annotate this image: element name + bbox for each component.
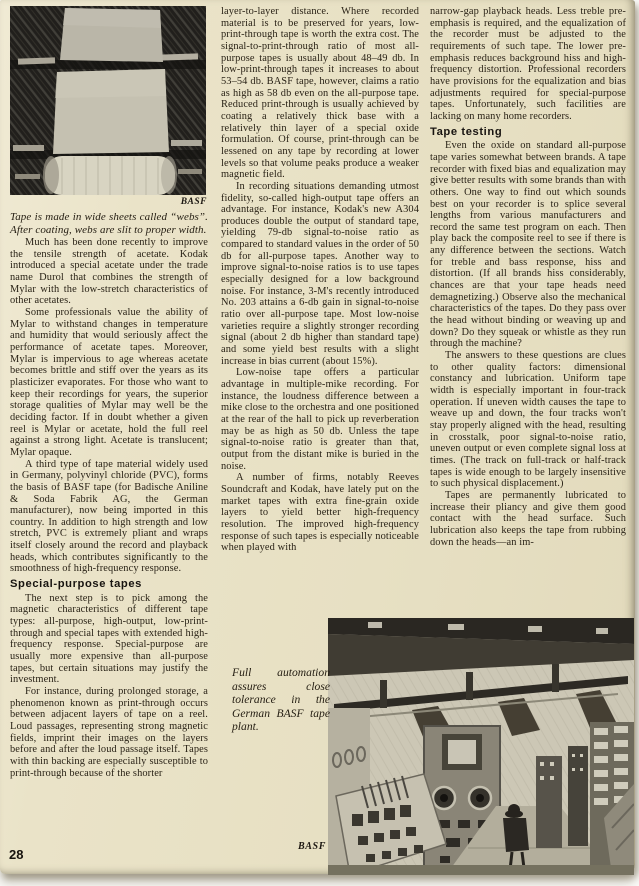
photo-credit: BASF xyxy=(180,197,207,207)
paragraph: The answers to these questions are clues to other quality factors: dimensional constancy and lubrication. Uniform tape width is especially important in four-track operation. If uneven width causes the tape to weave up and down, the four tracks won't stay properly aligned with the head, resulting in crosstalk, poor signal-to-noise ratio, uneven output or even complete signal loss at times. (The track on full-track or half-track tapes is wide enough to be largely insensitive to such physical displacement.) xyxy=(430,350,626,490)
column-right xyxy=(430,6,626,548)
page-number: 28 xyxy=(9,847,24,862)
paragraph: Low-noise tape offers a particular advantage in multiple-mike recording. For instance, the loudness difference between a mike close to the orchestra and one positioned at the rear of the hall to pick up reverberation may be as high as 50 db. Unless the tape signal-to-noise ratio is greater than that, output from the distant mike is buried in the noise. xyxy=(221,367,419,472)
basf-plant-photo xyxy=(328,618,634,875)
photo-credit: BASF xyxy=(298,841,326,852)
paragraph: The next step is to pick among the magnetic characteristics of different tape types: all-purpose, high-output, low-print-through and special tapes with extended high-frequency response. Special-purpose are usually more expensive than all-purpose tapes, but certain situations may justify the investment. xyxy=(10,592,208,686)
photo-caption: Tape is made in wide sheets called “webs”. After coating, webs are slit to proper width. xyxy=(10,210,208,236)
section-heading-tape-testing: Tape testing xyxy=(430,125,503,138)
column-middle xyxy=(221,6,419,554)
paragraph: Much has been done recently to improve the tensile strength of acetate. Kodak introduced a special acetate under the trade name Durol that combines the strength of Mylar with the low-stretch characteristics of other acetates. xyxy=(10,237,208,307)
tape-webs-photo xyxy=(10,6,208,195)
paragraph: A third type of tape material widely used in Germany, polyvinyl chloride (PVC), forms the basis of BASF tape (for Badische Aniline & Soda Fabrik AG, the German manufacturer), now being imported in this country. In addition to high strength and low stretch, PVC is extremely pliant and wraps itself closely around the record and playback heads, which contributes significantly to the smoothness of high-frequency response. xyxy=(10,458,208,575)
photo-caption: Full automation assures close tolerance in the German BASF tape plant. xyxy=(232,666,330,734)
section-heading-special-purpose-tapes: Special-purpose tapes xyxy=(10,578,142,591)
paragraph: layer-to-layer distance. Where recorded material is to be preserved for years, low-print-through tape is worth the extra cost. The signal-to-print-through ratio of most all-purpose tapes is usually about 48–49 db. In low-print-through tapes it increases to about 53–54 db. BASF tape, however, claims a ratio as high as 58 db even on the all-purpose tape. Reduced print-through is usually achieved by coating a relatively thick base with a relatively thin layer of a special oxide formulation. Of course, print-through can be lessened on any tape by recording at lower levels so that volume peaks produce a weaker magnetic field. xyxy=(221,6,419,181)
paragraph: In recording situations demanding utmost fidelity, so-called high-output tape offers an advantage. For instance, Kodak's new A304 produces double the output of standard tape, yielding 79-db signal-to-noise ratio as compared to standard values in the order of 50 db for all-purpose tapes. Another way to improve signal-to-noise ratios is to use tapes especially designed for a low background noise. For instance, 3-M's recently introduced No. 203 attains a 6-db gain in signal-to-noise ratio over all-purpose tape. Most low-noise varieties require a slightly stronger recording signal (about 2 db higher than standard tape) and some yield best results with a slight increase in bias current (about 15%). xyxy=(221,180,419,367)
paragraph: Some professionals value the ability of Mylar to withstand changes in temperature and humidity that would seriously affect the performance of acetate tapes. Moreover, Mylar is impervious to age whereas acetate becomes brittle and stiff over the years as its plasticizer evaporates. For those who want to keep their recordings for years, the superior storage qualities of Mylar may well be the deciding factor. If in doubt whether a given reel is Mylar or acetate, hold the full reel against a strong light. Acetate is translucent; Mylar opaque. xyxy=(10,307,208,458)
paragraph: narrow-gap playback heads. Less treble pre-emphasis is required, and the equalization of the recorder must be adjusted to the requirements of such tape. The lower pre-emphasis reduces background hiss and high-frequency distortion. Professional recorders have provisions for the equalization and bias adjustments required for special-purpose tapes. Unfortunately, such facilities are lacking on many home recorders. xyxy=(430,6,626,122)
paragraph: For instance, during prolonged storage, a phenomenon known as print-through occurs between adjacent layers of tape on a reel. Loud passages, representing strong magnetic fields, imprint their images on the layers before and after the loud passage itself. Tapes with thin backing are especially susceptible to print-through because of the shorter xyxy=(10,686,208,779)
tape-webs-photo-image xyxy=(10,6,206,195)
paragraph: A number of firms, notably Reeves Soundcraft and Kodak, have lately put on the market tapes with extra fine-grain oxide layers to yield better high-frequency resolution. The improved high-frequency response of such tapes is especially noticeable when played with xyxy=(221,472,419,554)
basf-plant-photo-image xyxy=(328,618,634,875)
paragraph: Tapes are permanently lubricated to increase their pliancy and give them good contact with the head surface. Such lubrication also keeps the tape from rubbing down the heads—an im- xyxy=(430,489,626,548)
paragraph: Even the oxide on standard all-purpose tape varies somewhat between brands. A tape recorder with fixed bias and equalization may give better results with some brands than with others. One way to find out which sounds best on your recorder is to splice several lengths from various manufacturers and record the same test program on each. Then play back the composite reel to see if there is any difference between the sections. Watch for treble and bass response, hiss and distortion. (If all brands hiss considerably, chances are that your tape heads need demagnetizing.) Observe also the mechanical characteristics of the tapes. Do they pass over the head without binding or weaving up and down? Do they squeak or whistle as they run through the machine? xyxy=(430,140,626,350)
column-left xyxy=(10,6,208,779)
